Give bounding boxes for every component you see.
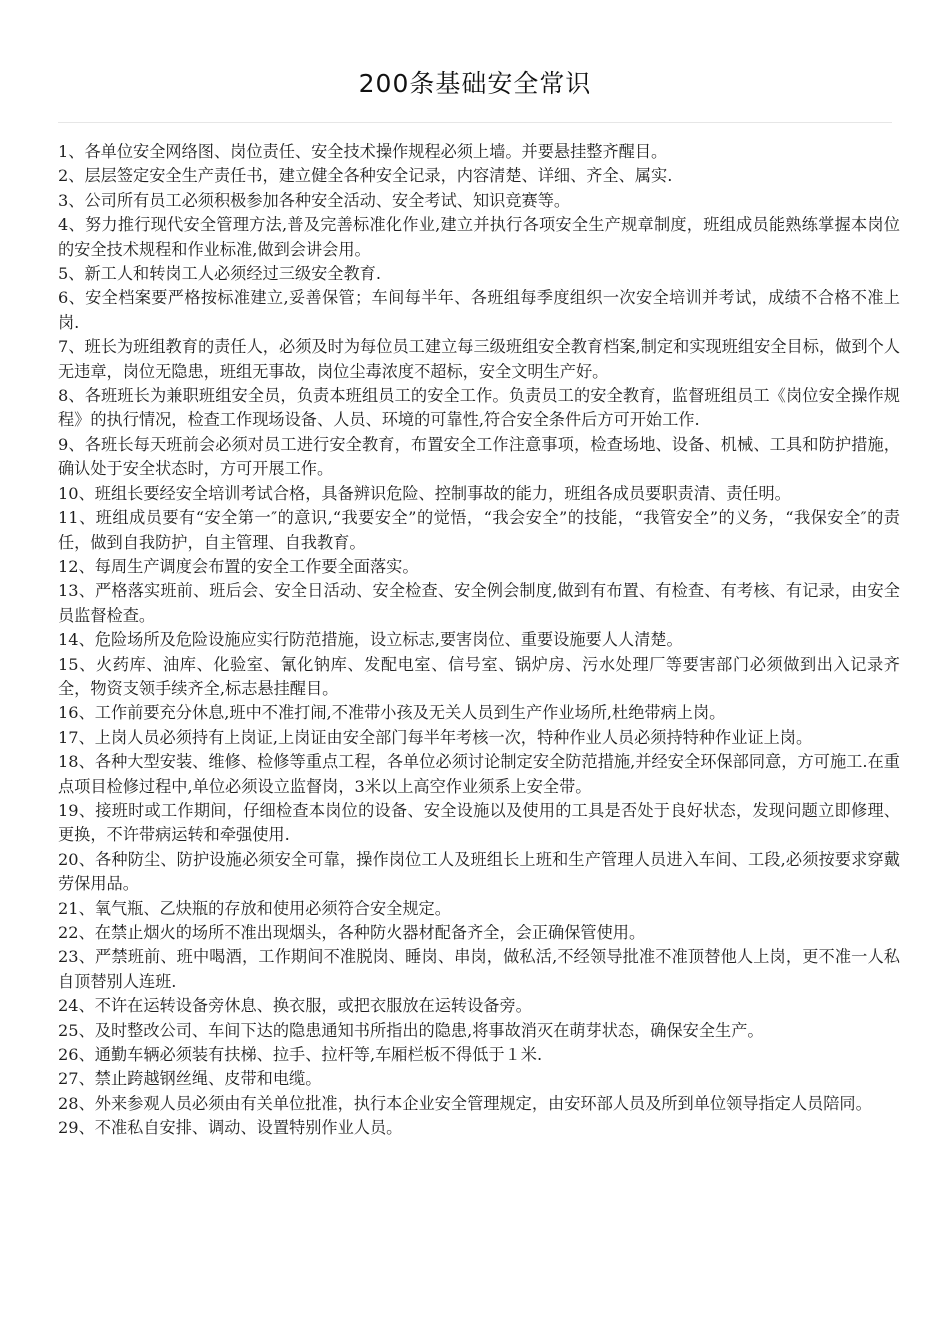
rule-item: 27、禁止跨越钢丝绳、皮带和电缆。 [58,1069,322,1089]
rule-item: 7、班长为班组教育的责任人，必须及时为每位员工建立每三级班组安全教育档案,制定和实现班组安全目标，做到个人无违章，岗位无隐患，班组无事故，岗位尘毒浓度不超标，安全文明生产好。 [58,337,900,381]
rule-item: 23、严禁班前、班中喝酒，工作期间不准脱岗、睡岗、串岗，做私活,不经领导批准不准顶替他人上岗，更不准一人私自顶替别人连班. [58,947,900,991]
rule-item: 26、通勤车辆必须装有扶梯、拉手、拉杆等,车厢栏板不得低于１米. [58,1045,543,1065]
rule-item: 2、层层签定安全生产责任书，建立健全各种安全记录，内容清楚、详细、齐全、属实. [58,166,673,186]
rule-item: 5、新工人和转岗工人必须经过三级安全教育. [58,264,382,284]
rule-item: 20、各种防尘、防护设施必须安全可靠，操作岗位工人及班组长上班和生产管理人员进入车间、工段,必须按要求穿戴劳保用品。 [58,849,900,894]
rule-item: 22、在禁止烟火的场所不准出现烟头，各种防火器材配备齐全，会正确保管使用。 [58,923,646,942]
rule-item: 24、不许在运转设备旁休息、换衣服，或把衣服放在运转设备旁。 [58,996,532,1016]
rule-item: 16、工作前要充分休息,班中不准打闹,不准带小孩及无关人员到生产作业场所,杜绝带病上岗。 [58,703,726,723]
rule-item: 29、不准私自安排、调动、设置特别作业人员。 [58,1118,403,1138]
rule-item: 1、各单位安全网络图、岗位责任、安全技术操作规程必须上墙。并要悬挂整齐醒目。 [58,142,668,161]
rule-item: 8、各班班长为兼职班组安全员，负责本班组员工的安全工作。负责员工的安全教育，监督班组员工《岗位安全操作规程》的执行情况，检查工作现场设备、人员、环境的可靠性,符合安全条件后方可开始工作. [58,386,900,430]
rule-item: 14、危险场所及危险设施应实行防范措施，设立标志,要害岗位、重要设施要人人清楚。 [58,630,683,650]
rule-item: 21、氧气瓶、乙炔瓶的存放和使用必须符合安全规定。 [58,898,451,918]
rule-item: 13、严格落实班前、班后会、安全日活动、安全检查、安全例会制度,做到有布置、有检查、有考核、有记录，由安全员监督检查。 [58,581,900,625]
rule-item: 28、外来参观人员必须由有关单位批准，执行本企业安全管理规定，由安环部人员及所到单位领导指定人员陪同。 [58,1093,872,1113]
rules-list [58,140,900,1141]
document-title: 200条基础安全常识 [358,69,592,98]
rule-item: 10、班组长要经安全培训考试合格，具备辨识危险、控制事故的能力，班组各成员要职责清、责任明。 [58,483,791,503]
title-divider [58,122,892,123]
rule-item: 12、每周生产调度会布置的安全工作要全面落实。 [58,556,419,576]
rule-item: 17、上岗人员必须持有上岗证,上岗证由安全部门每半年考核一次，特种作业人员必须持特种作业证上岗。 [58,727,813,747]
rule-item: 6、安全档案要严格按标准建立,妥善保管；车间每半年、各班组每季度组织一次安全培训并考试，成绩不合格不准上岗. [58,288,900,332]
rule-item: 11、班组成员要有“安全第一″的意识,“我要安全”的觉悟，“我会安全”的技能，“我管安全”的义务，“我保安全″的责任，做到自我防护，自主管理、自我教育。 [58,508,900,552]
rule-item: 25、及时整改公司、车间下达的隐患通知书所指出的隐患,将事故消灭在萌芽状态，确保安全生产。 [58,1020,764,1040]
rule-item: 15、火药库、油库、化验室、氰化钠库、发配电室、信号室、锅炉房、污水处理厂等要害部门必须做到出入记录齐全，物资支领手续齐全,标志悬挂醒目。 [58,654,900,698]
rule-item: 3、公司所有员工必须积极参加各种安全活动、安全考试、知识竞赛等。 [58,190,571,210]
rule-item: 9、各班长每天班前会必须对员工进行安全教育，布置安全工作注意事项，检查场地、设备、机械、工具和防护措施，确认处于安全状态时，方可开展工作。 [58,434,900,479]
rule-item: 19、接班时或工作期间，仔细检查本岗位的设备、安全设施以及使用的工具是否处于良好状态，发现问题立即修理、更换，不许带病运转和牵强使用. [58,800,900,845]
rule-item: 4、努力推行现代安全管理方法,普及完善标准化作业,建立并执行各项安全生产规章制度，班组成员能熟练掌握本岗位的安全技术规程和作业标准,做到会讲会用。 [58,215,900,259]
rule-item: 18、各种大型安装、维修、检修等重点工程，各单位必须讨论制定安全防范措施,并经安全环保部同意，方可施工.在重点项目检修过程中,单位必须设立监督岗，3米以上高空作业须系上安全带。 [58,752,900,796]
